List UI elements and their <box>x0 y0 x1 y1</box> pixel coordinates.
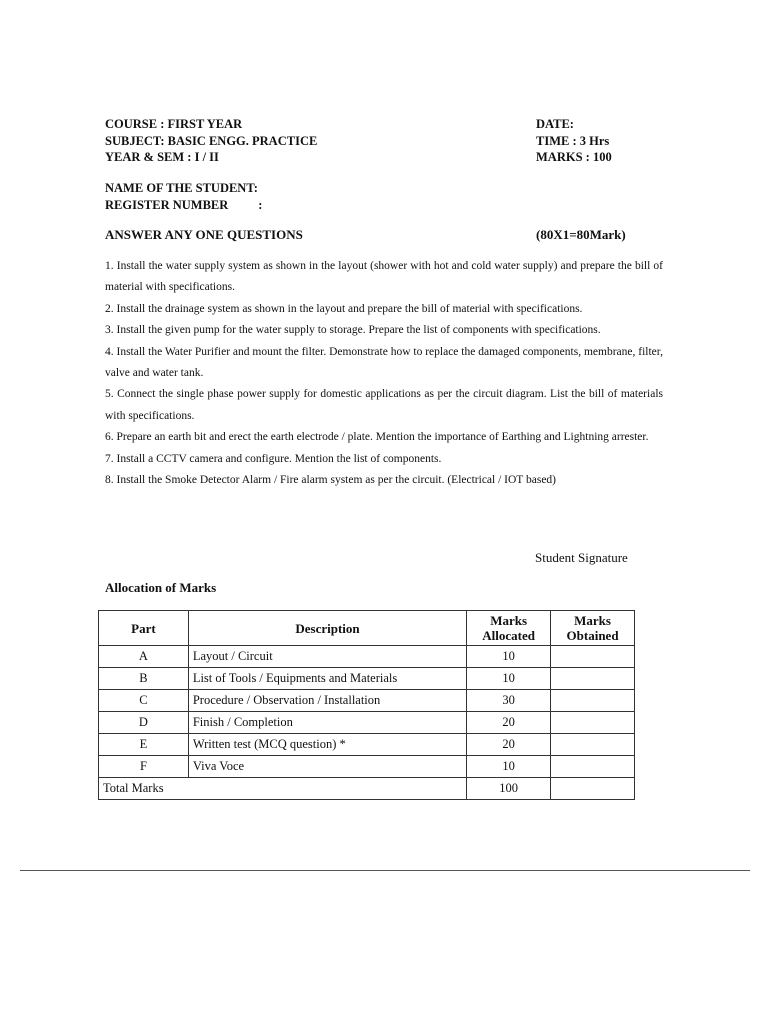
row-obtained <box>551 690 635 712</box>
row-description: Layout / Circuit <box>188 646 466 668</box>
register-number-label: REGISTER NUMBER <box>105 197 229 212</box>
marks-formula: (80X1=80Mark) <box>536 227 626 242</box>
row-description: List of Tools / Equipments and Materials <box>188 668 466 690</box>
header-right <box>536 116 612 166</box>
student-info <box>105 180 262 213</box>
table-row <box>99 646 635 668</box>
row-part: C <box>99 690 189 712</box>
row-description: Written test (MCQ question) * <box>188 734 466 756</box>
header-left <box>105 116 317 166</box>
student-signature-label: Student Signature <box>535 550 628 565</box>
total-value: 100 <box>467 778 551 800</box>
student-name-label: NAME OF THE STUDENT: <box>105 181 258 195</box>
question-item: 3. Install the given pump for the water supply to storage. Prepare the list of components with specifications. <box>105 324 601 337</box>
row-part: D <box>99 712 189 734</box>
header-part: Part <box>99 611 189 646</box>
marks-label: MARKS : 100 <box>536 150 612 164</box>
register-number-row <box>105 197 262 214</box>
table-row <box>99 734 635 756</box>
header-description: Description <box>188 611 466 646</box>
row-obtained <box>551 734 635 756</box>
row-part: B <box>99 668 189 690</box>
row-allocated: 20 <box>467 734 551 756</box>
row-part: E <box>99 734 189 756</box>
page-divider <box>20 870 750 871</box>
date-label: DATE: <box>536 117 574 131</box>
row-obtained <box>551 646 635 668</box>
row-allocated: 20 <box>467 712 551 734</box>
row-allocated: 10 <box>467 646 551 668</box>
row-part: F <box>99 756 189 778</box>
question-item: 7. Install a CCTV camera and configure. Mention the list of components. <box>105 452 442 465</box>
year-sem-label: YEAR & SEM : I / II <box>105 150 219 164</box>
total-label: Total Marks <box>99 778 189 800</box>
table-row <box>99 668 635 690</box>
row-description: Viva Voce <box>188 756 466 778</box>
question-item: 1. Install the water supply system as shown in the layout (shower with hot and cold water supply) and prepare the bill of material with specifications. <box>105 260 663 294</box>
register-number-colon: : <box>258 197 263 212</box>
header-marks-allocated: Marks Allocated <box>467 611 551 646</box>
table-row <box>99 712 635 734</box>
table-header-row <box>99 611 635 646</box>
question-item: 5. Connect the single phase power supply for domestic applications as per the circuit diagram. List the bill of materials with specifications. <box>105 388 663 422</box>
total-spacer <box>188 778 466 800</box>
total-obtained <box>551 778 635 800</box>
row-description: Finish / Completion <box>188 712 466 734</box>
row-allocated: 10 <box>467 668 551 690</box>
allocation-title: Allocation of Marks <box>105 580 217 595</box>
row-part: A <box>99 646 189 668</box>
subject-label: SUBJECT: BASIC ENGG. PRACTICE <box>105 133 318 148</box>
row-obtained <box>551 668 635 690</box>
row-description: Procedure / Observation / Installation <box>188 690 466 712</box>
course-label: COURSE : FIRST YEAR <box>105 117 243 131</box>
time-label: TIME : 3 Hrs <box>536 133 610 148</box>
answer-heading: ANSWER ANY ONE QUESTIONS <box>105 227 303 242</box>
row-allocated: 30 <box>467 690 551 712</box>
table-row <box>99 756 635 778</box>
table-row <box>99 690 635 712</box>
row-obtained <box>551 756 635 778</box>
question-item: 2. Install the drainage system as shown in the layout and prepare the bill of material with specifications. <box>105 302 583 315</box>
question-item: 6. Prepare an earth bit and erect the earth electrode / plate. Mention the importance of Earthing and Lightning arrester. <box>105 431 649 444</box>
question-item: 8. Install the Smoke Detector Alarm / Fire alarm system as per the circuit. (Electrical / IOT based) <box>105 474 557 487</box>
total-row <box>99 778 635 800</box>
header-marks-obtained: Marks Obtained <box>551 611 635 646</box>
question-item: 4. Install the Water Purifier and mount the filter. Demonstrate how to replace the damaged components, membrane, filter, valve and water tank. <box>105 345 663 380</box>
question-list <box>105 256 663 491</box>
marks-allocation-table <box>98 610 635 800</box>
row-allocated: 10 <box>467 756 551 778</box>
row-obtained <box>551 712 635 734</box>
